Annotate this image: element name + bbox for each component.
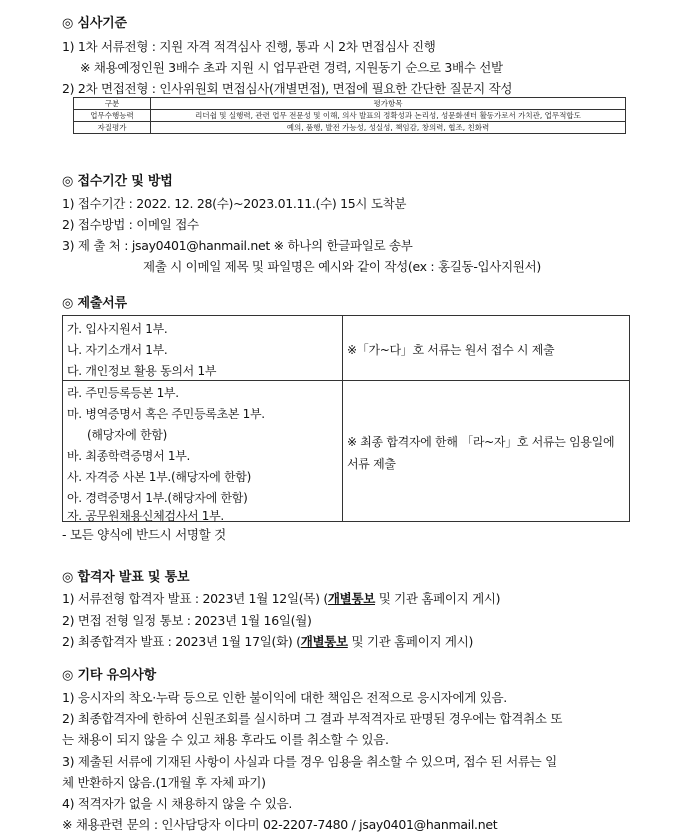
- row-category: 자질평가: [74, 122, 151, 134]
- note-item-2: 2) 최종합격자에 한하여 신원조회를 실시하며 그 결과 부적격자로 판명된 경우에는 합격취소 또: [62, 711, 563, 726]
- note-item-2-cont: 는 채용이 되지 않을 수 있고 채용 후라도 이를 취소할 수 있음.: [62, 732, 389, 747]
- row-category: 업무수행능력: [74, 110, 151, 122]
- application-destination-note: 제출 시 이메일 제목 및 파일명은 예시와 같이 작성(ex : 홍길동-입사지원서): [143, 259, 541, 274]
- section-heading-announcement: ◎ 합격자 발표 및 통보: [62, 570, 190, 585]
- document-item: 사. 자격증 사본 1부.(해당자에 한함): [67, 470, 251, 484]
- header-category: 구분: [74, 98, 151, 110]
- row-items: 리더쉽 및 실행력, 관련 업무 전문성 및 이해, 의사 발표의 정확성과 논리성, 성문화센터 활동가로서 가치관, 업무적합도: [151, 110, 626, 122]
- document-group1-note: ※「가~다」호 서류는 원서 접수 시 제출: [347, 343, 555, 357]
- announcement-line-1: 1) 서류전형 합격자 발표 : 2023년 1월 12일(목) (개별통보 및 기관 홈페이지 게시): [62, 591, 501, 606]
- document-item: 가. 입사지원서 1부.: [67, 322, 168, 336]
- document-item: 아. 경력증명서 1부.(해당자에 한함): [67, 491, 248, 505]
- table-row: [74, 110, 626, 122]
- table-header-row: [74, 98, 626, 110]
- section-heading-documents: ◎ 제출서류: [62, 296, 127, 311]
- document-group2-note: ※ 최종 합격자에 한해 「라~자」호 서류는 임용일에 서류 제출: [347, 435, 615, 471]
- application-method: 2) 접수방법 : 이메일 접수: [62, 217, 199, 232]
- section-heading-notes: ◎ 기타 유의사항: [62, 668, 156, 683]
- table-divider: [63, 380, 629, 381]
- table-row: [74, 122, 626, 134]
- section-heading-application: ◎ 접수기간 및 방법: [62, 174, 173, 189]
- criteria-line-1: 1) 1차 서류전형 : 지원 자격 적격심사 진행, 통과 시 2차 면접심사 진행: [62, 39, 436, 54]
- documents-table: [62, 315, 630, 522]
- document-item: 다. 개인정보 활용 동의서 1부: [67, 364, 217, 378]
- document-item: 마. 병역증명서 혹은 주민등록초본 1부.: [67, 407, 265, 421]
- document-item-note: (해당자에 한함): [87, 428, 168, 442]
- table-divider: [342, 316, 343, 521]
- document-item: 바. 최종학력증명서 1부.: [67, 449, 191, 463]
- document-item: 나. 자기소개서 1부.: [67, 343, 168, 357]
- documents-footnote: - 모든 양식에 반드시 서명할 것: [62, 527, 226, 542]
- note-item-3: 3) 제출된 서류에 기재된 사항이 사실과 다를 경우 임용을 취소할 수 있으며, 접수 된 서류는 일: [62, 754, 557, 769]
- criteria-line-1-note: ※ 채용예정인원 3배수 초과 지원 시 업무관련 경력, 지원동기 순으로 3배수 선발: [80, 60, 503, 75]
- row-items: 예의, 품행, 발전 가능성, 성실성, 책임감, 창의력, 협조, 친화력: [151, 122, 626, 134]
- note-item-4: 4) 적격자가 없을 시 채용하지 않을 수 있음.: [62, 796, 293, 811]
- individual-notice-emphasis: 개별통보: [327, 591, 376, 606]
- contact-line: ※ 채용관련 문의 : 인사담당자 이다미 02-2207-7480 / jsay0401@hanmail.net: [62, 817, 498, 832]
- individual-notice-emphasis: 개별통보: [300, 634, 348, 649]
- document-item: 자. 공무원채용신체검사서 1부.: [67, 509, 224, 523]
- application-destination: 3) 제 출 처 : jsay0401@hanmail.net ※ 하나의 한글파일로 송부: [62, 238, 413, 253]
- announcement-line-3: 2) 최종합격자 발표 : 2023년 1월 17일(화) (개별통보 및 기관 홈페이지 게시): [62, 634, 474, 649]
- section-heading-criteria: ◎ 심사기준: [62, 16, 127, 31]
- announcement-line-2: 2) 면접 전형 일정 통보 : 2023년 1월 16일(월): [62, 613, 312, 628]
- note-item-3-cont: 체 반환하지 않음.(1개월 후 자체 파기): [62, 775, 266, 790]
- note-item-1: 1) 응시자의 착오·누락 등으로 인한 불이익에 대한 책임은 전적으로 응시자에게 있음.: [62, 690, 507, 705]
- document-item: 라. 주민등록등본 1부.: [67, 386, 179, 400]
- application-period: 1) 접수기간 : 2022. 12. 28(수)~2023.01.11.(수) 15시 도착분: [62, 196, 407, 211]
- criteria-line-2: 2) 2차 면접전형 : 인사위원회 면접심사(개별면접), 면접에 필요한 간단한 질문지 작성: [62, 81, 513, 96]
- evaluation-criteria-table: [73, 97, 626, 134]
- header-items: 평가항목: [151, 98, 626, 110]
